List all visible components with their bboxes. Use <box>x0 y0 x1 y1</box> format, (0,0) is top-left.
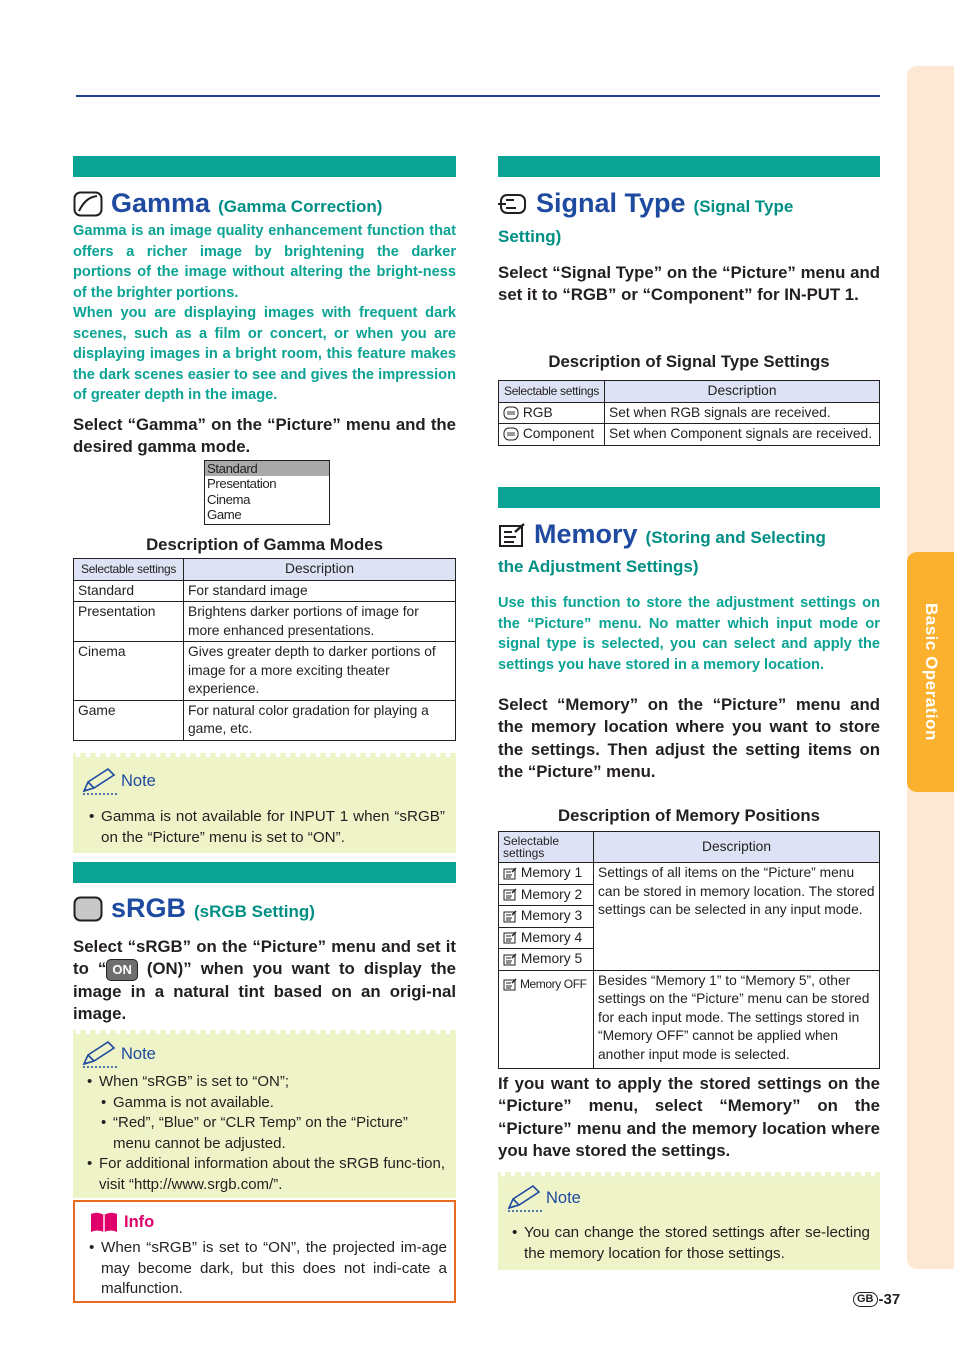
note-title: Note <box>121 771 156 790</box>
on-button-icon: ON <box>106 959 138 981</box>
gamma-heading <box>73 188 463 219</box>
region-badge: GB <box>853 1292 878 1307</box>
memory-apply-text: If you want to apply the stored settings on the “Picture” menu, select “Memory” on the “Picture” menu and the memory location where you have stored the settings. <box>498 1074 880 1161</box>
memory-note: Note • You can change the stored settings after se-lecting the memory location for those settings. <box>498 1172 880 1270</box>
gamma-subtitle: (Gamma Correction) <box>218 197 383 216</box>
menu-option[interactable]: Cinema <box>207 491 251 507</box>
memory-table <box>498 831 880 1069</box>
memory-icon <box>503 931 517 944</box>
memory-table-caption: Description of Memory Positions <box>557 806 820 825</box>
table-header: Description <box>605 381 880 403</box>
memory-icon <box>503 888 517 901</box>
memory-icon <box>503 910 517 923</box>
table-row: Game For natural color gradation for playing a game, etc. <box>74 700 456 740</box>
table-row: Standard For standard image <box>74 580 456 602</box>
table-row: Presentation Brightens darker portions of image for more enhanced presentations. <box>74 602 456 642</box>
memory-icon <box>498 522 526 548</box>
signal-type-icon <box>498 192 528 216</box>
table-header: Description <box>184 559 456 581</box>
memory-icon <box>503 867 517 880</box>
srgb-subtitle: (sRGB Setting) <box>194 902 315 921</box>
note-item: When “sRGB” is set to “ON”; <box>99 1073 290 1090</box>
memory-intro: Use this function to store the adjustment settings on the “Picture” menu. No matter which input mode or signal type is selected, you can select and apply the settings you have stored in a memory location. <box>498 595 880 673</box>
header-rule <box>76 95 880 97</box>
signal-table <box>498 380 880 446</box>
note-item: Gamma is not available. <box>113 1093 274 1111</box>
memory-title: Memory <box>534 519 638 549</box>
book-icon <box>90 1211 118 1233</box>
gamma-intro: Gamma is an image quality enhancement function that offers a richer image by brightening the darker portions of the image without altering the bright-ness of the brighter portions. When you are displaying images with frequent dark scenes, such as a film or concert, or when you are displaying images in a bright room, this feature makes the dark scenes easier to see and gives the impression of greater depth in the image. <box>73 223 456 403</box>
pencil-icon <box>506 1184 544 1212</box>
section-bar-srgb <box>73 862 456 883</box>
table-row: RGB Set when RGB signals are received. <box>499 402 880 424</box>
table-header: Selectable settings <box>499 381 605 403</box>
rgb-icon <box>503 406 519 420</box>
memory-subtitle-cont: the Adjustment Settings) <box>498 557 699 576</box>
srgb-instruction: Select “sRGB” on the “Picture” menu and set it to “ ON (ON)” when you want to display the image in a natural tint based on an origi-nal image. <box>73 937 456 1024</box>
gamma-instruction: Select “Gamma” on the “Picture” menu and the desired gamma mode. <box>73 415 456 457</box>
section-bar-memory <box>498 487 880 508</box>
memory-instruction: Select “Memory” on the “Picture” menu and the memory location where you want to store the settings. Then adjust the setting items on the “Picture” menu. <box>498 695 880 782</box>
srgb-note: Note • When “sRGB” is set to “ON”; • Gamma is not available. • “Red”, “Blue” or “CLR Temp” on the “Picture” menu cannot be adjusted. • For additional information about the sRGB func-tion, visit “http://www.srgb.com/”. <box>73 1030 456 1198</box>
page-number: GB -37 <box>853 1291 900 1308</box>
srgb-title: sRGB <box>111 893 187 923</box>
table-row: Memory 4 <box>499 927 880 949</box>
memory-icon <box>503 953 517 966</box>
note-item: You can change the stored settings after se-lecting the memory location for those settings. <box>524 1224 870 1262</box>
menu-option[interactable]: Standard <box>205 461 329 476</box>
gamma-table-caption: Description of Gamma Modes <box>146 535 383 554</box>
info-item: When “sRGB” is set to “ON”, the projected im-age may become dark, but this does not indi-cate a malfunction. <box>101 1239 447 1297</box>
srgb-icon <box>73 896 103 922</box>
table-header: Selectable settings <box>74 559 184 581</box>
signal-heading <box>498 188 880 219</box>
srgb-info: Info • When “sRGB” is set to “ON”, the projected im-age may become dark, but this does not indi-cate a malfunction. <box>73 1200 456 1303</box>
pencil-icon <box>81 767 119 795</box>
memory-heading <box>498 519 880 550</box>
menu-option[interactable]: Game <box>207 507 242 523</box>
table-row: Component Set when Component signals are received. <box>499 424 880 446</box>
gamma-table <box>73 558 456 741</box>
memory-off-icon <box>503 978 517 991</box>
memory-desc: Settings of all items on the “Picture” menu can be stored in memory location. The stored settings can be selected in any input mode. <box>594 863 880 971</box>
signal-title: Signal Type <box>536 188 686 218</box>
pencil-icon <box>81 1040 119 1068</box>
table-row: Memory OFF Besides “Memory 1” to “Memory 5”, other settings on the “Picture” menu can be stored for each input mode. The settings stored in “Memory OFF” cannot be applied when another input mode is selected. <box>499 970 880 1069</box>
note-item: Gamma is not available for INPUT 1 when “sRGB” on the “Picture” menu is set to “ON”. <box>101 808 445 846</box>
note-item: For additional information about the sRGB func-tion, visit “http://www.srgb.com/”. <box>99 1155 446 1193</box>
table-row: Memory 5 <box>499 949 880 971</box>
signal-subtitle: (Signal Type <box>693 197 794 216</box>
table-row: Cinema Gives greater depth to darker portions of image for a more exciting theater experience. <box>74 642 456 701</box>
note-item: “Red”, “Blue” or “CLR Temp” on the “Picture” menu cannot be adjusted. <box>113 1114 408 1152</box>
info-title: Info <box>124 1212 155 1231</box>
signal-subtitle-cont: Setting) <box>498 227 562 246</box>
table-row: Memory 3 <box>499 906 880 928</box>
memory-off-desc: Besides “Memory 1” to “Memory 5”, other settings on the “Picture” menu can be stored for each input mode. The settings stored in “Memory OFF” cannot be applied when another input mode is selected. <box>594 970 880 1069</box>
section-bar-signal <box>498 156 880 177</box>
menu-option[interactable]: Presentation <box>207 476 277 492</box>
table-row: Memory 2 <box>499 884 880 906</box>
signal-table-caption: Description of Signal Type Settings <box>548 352 830 371</box>
side-tab-label: Basic Operation <box>922 603 941 741</box>
gamma-icon <box>73 191 103 217</box>
component-icon <box>503 427 519 441</box>
gamma-menu[interactable] <box>204 460 330 525</box>
note-title: Note <box>546 1188 581 1207</box>
note-title: Note <box>121 1044 156 1063</box>
memory-subtitle: (Storing and Selecting <box>645 528 826 547</box>
table-row: Memory 1 Settings of all items on the “Picture” menu can be stored in memory location. The stored settings can be selected in any input mode. <box>499 863 880 885</box>
gamma-title: Gamma <box>111 188 211 218</box>
gamma-note: Note • Gamma is not available for INPUT 1 when “sRGB” on the “Picture” menu is set to “ON”. <box>73 753 456 853</box>
srgb-heading <box>73 893 463 924</box>
table-header: Description <box>594 832 880 863</box>
signal-instruction: Select “Signal Type” on the “Picture” menu and set it to “RGB” or “Component” for IN-PUT 1. <box>498 263 880 305</box>
section-bar-gamma <box>73 156 456 177</box>
table-header: Selectable settings <box>499 832 594 863</box>
